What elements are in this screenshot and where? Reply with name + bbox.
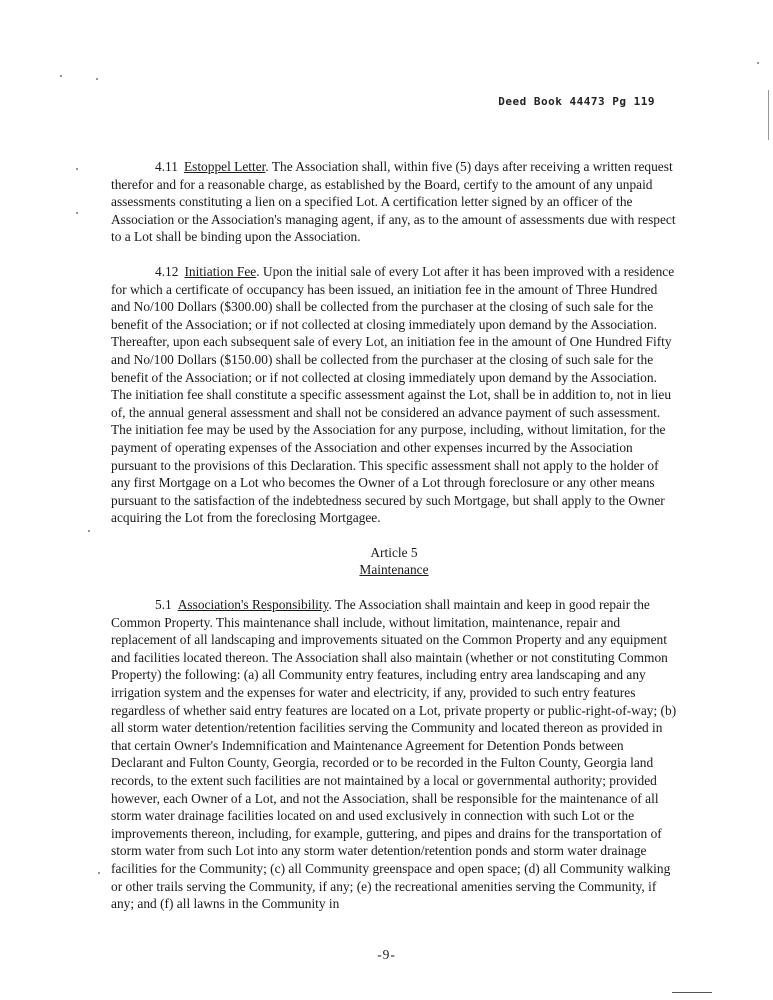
deed-reference-header: Deed Book 44473 Pg 119 <box>498 95 655 108</box>
section-text: . Upon the initial sale of every Lot after it has been improved with a residence for which a certificate of occupancy has been issued, an initiation fee in the amount of Three Hundred and No/100 Dollars ($300.00) shall be collected from the purchaser at the closing of such sale for the benefit of the Association; or if not collected at closing immediately upon demand by the Association. Thereafter, upon each subsequent sale of every Lot, an initiation fee in the amount of One Hundred Fifty and No/100 Dollars ($150.00) shall be collected from the purchaser at the closing of such sale for the benefit of the Association; or if not collected at closing immediately upon demand by the Association. The initiation fee shall constitute a specific assessment against the Lot, shall be in addition to, not in lieu of, the annual general assessment and shall not be considered an advance payment of such assessment. The initiation fee may be used by the Association for any purpose, including, without limitation, for the payment of operating expenses of the Association and other expenses incurred by the Association pursuant to the provisions of this Declaration. This specific assessment shall not apply to the holder of any first Mortgage on a Lot who becomes the Owner of a Lot through foreclosure or any other means pursuant to the satisfaction of the indebtedness secured by such Mortgage, but shall apply to the Owner acquiring the Lot from the foreclosing Mortgagee. <box>111 263 675 526</box>
section-4-12 <box>111 263 677 527</box>
scan-speck <box>76 212 78 214</box>
section-title: Association's Responsibility <box>177 597 329 613</box>
section-number: 4.11 <box>155 159 178 174</box>
footer-rule <box>672 992 712 993</box>
scan-speck <box>96 78 98 80</box>
document-body <box>111 158 677 930</box>
article-heading <box>111 544 677 579</box>
section-title: Initiation Fee <box>184 263 257 279</box>
article-label: Article 5 <box>370 544 418 560</box>
section-text: . The Association shall maintain and keep in good repair the Common Property. This maintenance shall include, without limitation, maintenance, repair and replacement of all landscaping and improvements situated on the Common Property and any equipment and facilities located thereon. The Association shall also maintain (whether or not constituting Common Property) the following: (a) all Community entry features, including entry area landscaping and any irrigation system and the expenses for water and electricity, if any, provided to such entry features regardless of whether said entry features are located on a Lot, private property or public-right-of-way; (b) all storm water detention/retention facilities serving the Community and located thereon as provided in that certain Owner's Indemnification and Maintenance Agreement for Detention Ponds between Declarant and Fulton County, Georgia, recorded or to be recorded in the Fulton County, Georgia land records, to the extent such facilities are not maintained by a local or governmental authority; provided however, each Owner of a Lot, and not the Association, shall be responsible for the maintenance of all storm water drainage facilities located on and used exclusively in connection with such Lot or the improvements thereon, including, for example, guttering, and pipes and drains for the transportation of storm water from such Lot into any storm water detention/retention ponds and storm water drainage facilities for the Community; (c) all Community greenspace and open space; (d) all Community walking or other trails serving the Community, if any; (e) the recreational amenities serving the Community, if any; and (f) all lawns in the Community in <box>111 597 677 912</box>
section-text: . The Association shall, within five (5) days after receiving a written request therefor and for a reasonable charge, as established by the Board, certify to the amount of any unpaid assessments constituting a lien on a specified Lot. A certification letter signed by an officer of the Association or the Association's managing agent, if any, as to the amount of assessments due with respect to a Lot shall be binding upon the Association. <box>111 159 676 245</box>
scan-speck <box>60 75 62 77</box>
page-number: -9- <box>377 947 396 962</box>
section-5-1 <box>111 596 677 913</box>
section-number: 4.12 <box>155 263 179 279</box>
section-title: Estoppel Letter <box>183 159 266 174</box>
article-title: Maintenance <box>359 562 429 578</box>
scan-speck <box>88 530 90 532</box>
scan-speck <box>76 168 78 170</box>
scan-speck <box>757 62 759 64</box>
scan-speck <box>98 872 100 874</box>
scan-edge-line <box>768 90 769 140</box>
section-number: 5.1 <box>155 597 172 613</box>
section-4-11 <box>111 158 677 246</box>
